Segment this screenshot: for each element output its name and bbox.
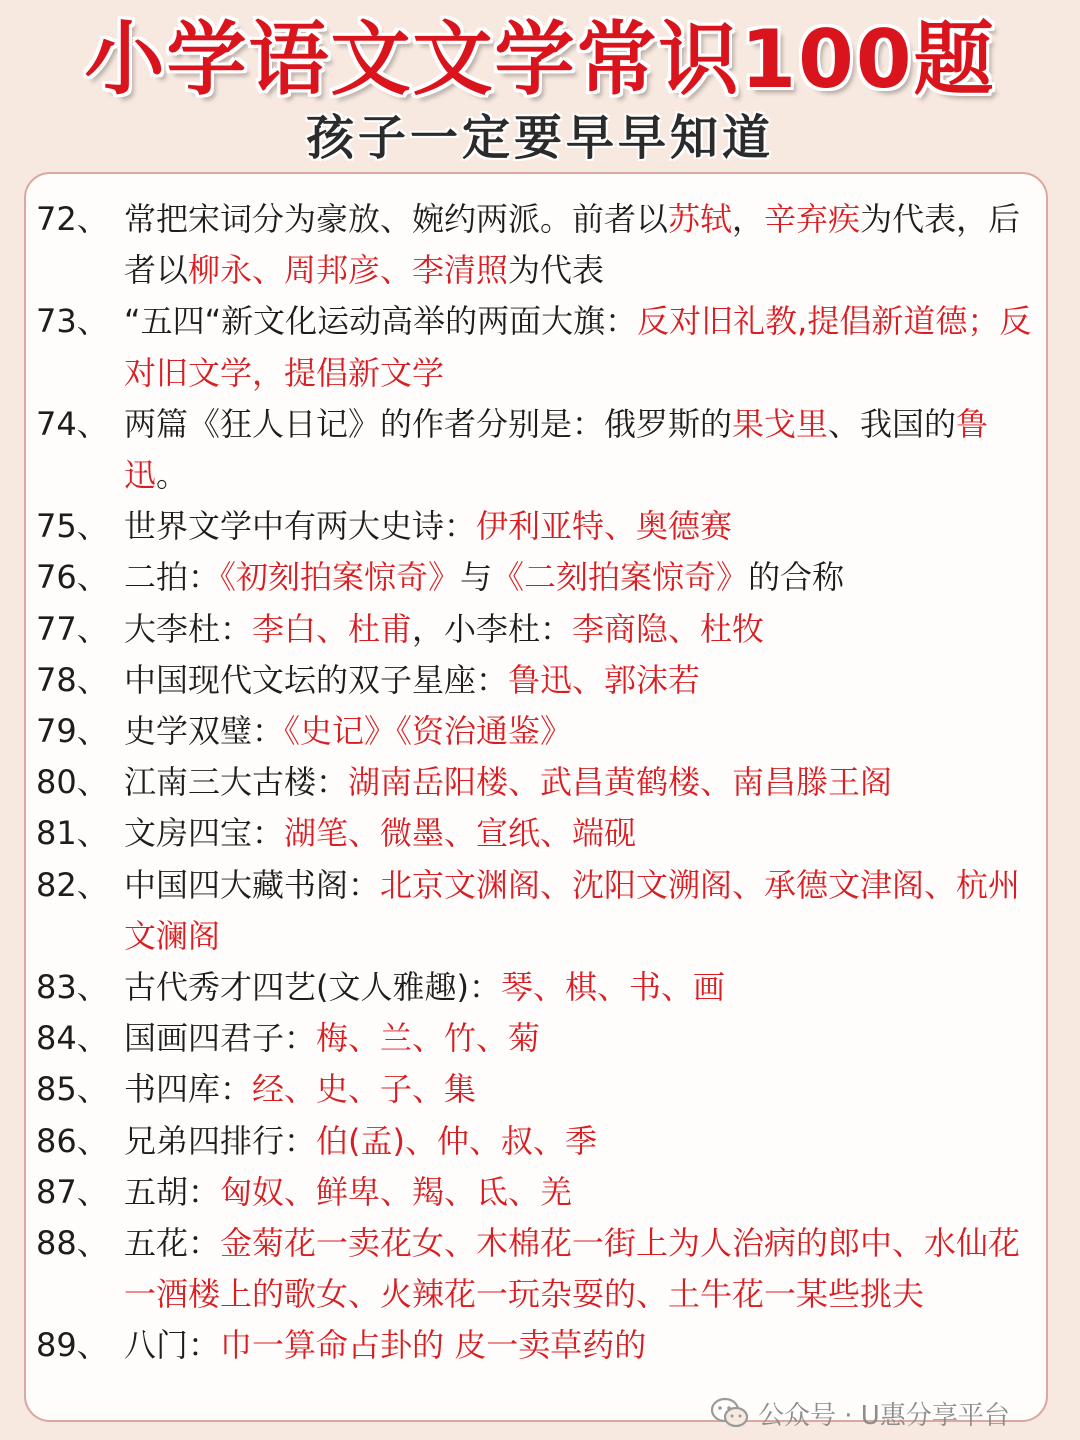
list-item	[36, 1167, 1046, 1218]
answer-text: 鲁迅、郭沫若	[508, 660, 701, 699]
list-item	[36, 1013, 1046, 1064]
answer-text: 李白、杜甫	[252, 609, 413, 648]
item-number: 81、	[36, 814, 109, 853]
answer-text: 苏轼	[668, 200, 733, 238]
watermark	[710, 1390, 1010, 1436]
list-item	[36, 1116, 1046, 1167]
list-item	[36, 655, 1046, 706]
question-text: 兄弟四排行：	[124, 1121, 317, 1160]
item-number: 72、	[36, 200, 109, 238]
answer-text: 梅、兰、竹、菊	[316, 1019, 541, 1058]
item-number: 77、	[36, 609, 109, 648]
item-number: 83、	[36, 968, 109, 1007]
question-text: 与	[460, 558, 493, 597]
question-text: 大李杜：	[124, 609, 253, 648]
list-item	[36, 860, 1046, 962]
answer-text: 湖南岳阳楼、武昌黄鹤楼、南昌滕王阁	[348, 763, 893, 802]
item-number: 80、	[36, 763, 109, 802]
content-card	[24, 172, 1048, 1422]
list-item	[36, 808, 1046, 859]
question-text: ，	[732, 200, 765, 238]
item-number: 89、	[36, 1326, 109, 1365]
answer-text: 《初刻拍案惊奇》	[220, 558, 461, 597]
question-text: 二拍：	[124, 558, 221, 597]
question-text: 文房四宝：	[124, 814, 285, 853]
item-number: 73、	[36, 302, 109, 341]
question-text: 为代表，后者以	[124, 200, 1021, 290]
question-text: ，小李杜：	[412, 609, 573, 648]
question-text: 。	[156, 456, 189, 495]
item-number: 82、	[36, 865, 109, 904]
wechat-icon	[710, 1397, 750, 1429]
question-text: 两篇《狂人日记》的作者分别是：俄罗斯的	[124, 404, 733, 443]
answer-text: 伯(孟)、仲、叔、季	[316, 1121, 597, 1160]
answer-text: 经、史、子、集	[252, 1070, 477, 1109]
watermark-text: 公众号 · U惠分享平台	[758, 1400, 1010, 1431]
item-number: 85、	[36, 1070, 109, 1109]
question-text: 八门：	[124, 1326, 221, 1365]
item-number: 84、	[36, 1019, 109, 1058]
question-text: 中国四大藏书阁：	[124, 865, 381, 904]
answer-text: 《史记》《资治通鉴》	[284, 712, 573, 751]
answer-text: 辛弃疾	[764, 200, 861, 238]
knowledge-list	[36, 194, 1046, 1372]
question-text: 常把宋词分为豪放、婉约两派。前者以	[124, 200, 669, 238]
answer-text: 金菊花一卖花女、木棉花一街上为人治病的郎中、水仙花一酒楼上的歌女、火辣花一玩杂耍的、土牛花一某些挑夫	[124, 1224, 1021, 1314]
question-text: 五胡：	[124, 1172, 221, 1211]
answer-text: 伊利亚特、奥德赛	[476, 507, 733, 546]
answer-text: 李商隐、杜牧	[572, 609, 765, 648]
answer-text: 反对旧礼教,提倡新道德；反对旧文学，提倡新文学	[124, 302, 1032, 392]
question-text: 书四库：	[124, 1070, 253, 1109]
item-number: 79、	[36, 712, 109, 751]
page-title: 小学语文文学常识100题	[84, 13, 996, 106]
answer-text: 巾一算命占卦的 皮一卖草药的	[220, 1326, 647, 1365]
question-text: 中国现代文坛的双子星座：	[124, 660, 509, 699]
question-text: 国画四君子：	[124, 1019, 317, 1058]
list-item	[36, 1320, 1046, 1371]
item-number: 88、	[36, 1224, 109, 1263]
answer-text: 北京文渊阁、沈阳文溯阁、承德文津阁、杭州文澜阁	[124, 865, 1021, 955]
item-number: 76、	[36, 558, 109, 597]
answer-text: 湖笔、微墨、宣纸、端砚	[284, 814, 637, 853]
list-item	[36, 757, 1046, 808]
answer-text: 鲁迅	[124, 404, 989, 495]
list-item	[36, 1064, 1046, 1115]
list-item	[36, 296, 1046, 398]
list-item	[36, 552, 1046, 603]
question-text: 、我国的	[828, 404, 957, 443]
question-text: 为代表	[508, 251, 605, 290]
answer-text: 果戈里	[732, 404, 829, 443]
list-item	[36, 1218, 1046, 1320]
answer-text: 匈奴、鲜卑、羯、氐、羌	[220, 1172, 573, 1211]
list-item	[36, 501, 1046, 552]
item-number: 78、	[36, 660, 109, 699]
question-text: 的合称	[748, 558, 845, 597]
item-number: 86、	[36, 1121, 109, 1160]
list-item	[36, 706, 1046, 757]
item-number: 74、	[36, 404, 109, 443]
question-text: 古代秀才四艺(文人雅趣)：	[124, 968, 501, 1007]
list-item	[36, 962, 1046, 1013]
list-item	[36, 194, 1046, 296]
answer-text: 柳永、周邦彦、李清照	[188, 251, 509, 290]
question-text: “五四“新文化运动高举的两面大旗：	[124, 302, 638, 341]
question-text: 史学双璧：	[124, 712, 285, 751]
list-item	[36, 604, 1046, 655]
page-subtitle: 孩子一定要早早知道	[305, 110, 774, 166]
item-number: 75、	[36, 507, 109, 546]
item-number: 87、	[36, 1172, 109, 1211]
question-text: 世界文学中有两大史诗：	[124, 507, 477, 546]
question-text: 五花：	[124, 1224, 221, 1263]
question-text: 江南三大古楼：	[124, 763, 349, 802]
answer-text: 琴、棋、书、画	[500, 968, 725, 1007]
answer-text: 《二刻拍案惊奇》	[492, 558, 749, 597]
list-item	[36, 399, 1046, 501]
